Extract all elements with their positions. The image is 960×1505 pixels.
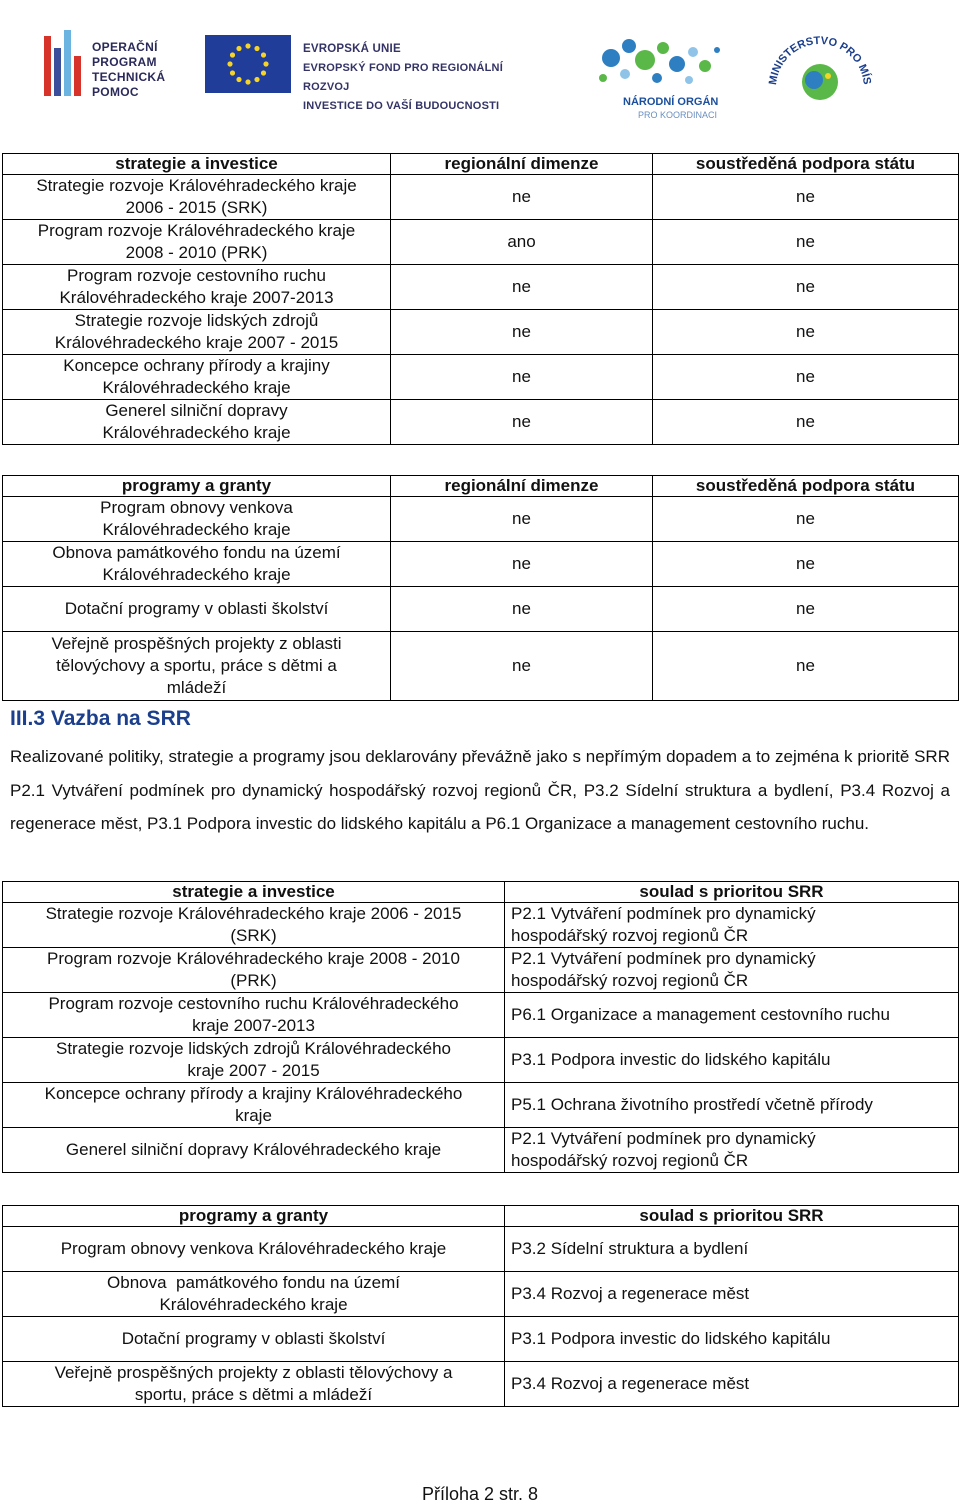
row-name: Dotační programy v oblasti školství (3, 1317, 505, 1362)
optp-logo-text: OPERAČNÍ PROGRAM TECHNICKÁ POMOC (92, 40, 166, 99)
row-priorita: P3.4 Rozvoj a regenerace měst (505, 1362, 959, 1407)
row-dimenze: ne (391, 497, 653, 542)
row-name: Veřejně prospěšných projekty z oblasti tělovýchovy a sportu, práce s dětmi a mládeží (3, 1362, 505, 1407)
section-paragraph: Realizované politiky, strategie a programy jsou deklarovány převážně jako s nepřímým dopadem a to zejména k prioritě SRR P2.1 Vytváření podmínek pro dynamický hospodářský rozvoj regionů ČR, P3.2 Sídelní struktura a bydlení, P3.4 Rozvoj a regenerace měst, P3.1 Podpora investic do lidského kapitálu a P6.1 Organizace a management cestovního ruchu. (10, 747, 950, 833)
eu-line-2: EVROPSKÝ FOND PRO REGIONÁLNÍ ROZVOJ (303, 62, 503, 93)
row-dimenze: ano (391, 220, 653, 265)
row-podpora: ne (653, 310, 959, 355)
optp-logo (40, 18, 190, 108)
row-dimenze: ne (391, 632, 653, 701)
row-name: Program rozvoje cestovního ruchu Královéhradeckého kraje 2007-2013 (3, 993, 505, 1038)
row-dimenze: ne (391, 355, 653, 400)
eu-line-3: INVESTICE DO VAŠÍ BUDOUCNOSTI (303, 100, 500, 112)
row-dimenze: ne (391, 265, 653, 310)
header-cell: soustředěná podpora státu (653, 154, 959, 175)
row-name: Obnova památkového fondu na území Královéhradeckého kraje (3, 1272, 505, 1317)
table-header-row (3, 1206, 959, 1227)
row-name: Program rozvoje cestovního ruchu Královéhradeckého kraje 2007-2013 (3, 265, 391, 310)
table-row (3, 948, 959, 993)
dots-icon (585, 20, 745, 96)
eu-line-1: EVROPSKÁ UNIE (303, 43, 401, 55)
eu-flag-icon (205, 35, 291, 93)
table-row (3, 355, 959, 400)
header-cell: soustředěná podpora státu (653, 476, 959, 497)
row-priorita: P2.1 Vytváření podmínek pro dynamický hospodářský rozvoj regionů ČR (505, 1128, 959, 1173)
narodni-organ-line-2: PRO KOORDINACI (638, 110, 718, 120)
row-podpora: ne (653, 587, 959, 632)
table-row (3, 587, 959, 632)
header-cell: strategie a investice (3, 154, 391, 175)
table-row (3, 903, 959, 948)
row-priorita: P2.1 Vytváření podmínek pro dynamický hospodářský rozvoj regionů ČR (505, 903, 959, 948)
table-row (3, 310, 959, 355)
row-priorita: P6.1 Organizace a management cestovního ruchu (505, 993, 959, 1038)
row-priorita: P3.1 Podpora investic do lidského kapitálu (505, 1317, 959, 1362)
table-strategie-soulad (2, 881, 959, 1173)
table-row (3, 1362, 959, 1407)
row-name: Program obnovy venkova Královéhradeckého kraje (3, 1227, 505, 1272)
table-row (3, 220, 959, 265)
table-header-row (3, 154, 959, 175)
header-cell: programy a granty (3, 476, 391, 497)
row-dimenze: ne (391, 587, 653, 632)
row-name: Strategie rozvoje lidských zdrojů Královéhradeckého kraje 2007 - 2015 (3, 310, 391, 355)
table-row (3, 1083, 959, 1128)
row-dimenze: ne (391, 400, 653, 445)
header-cell: regionální dimenze (391, 154, 653, 175)
row-name: Generel silniční dopravy Královéhradeckého kraje (3, 400, 391, 445)
eu-logo (205, 30, 545, 112)
table-header-row (3, 882, 959, 903)
mmr-logo-text: MINISTERSTVO PRO MÍS (766, 34, 873, 86)
header-logos (0, 0, 960, 130)
row-name: Program obnovy venkova Královéhradeckého kraje (3, 497, 391, 542)
row-podpora: ne (653, 497, 959, 542)
row-name: Dotační programy v oblasti školství (3, 587, 391, 632)
table-programy-dimenze (2, 475, 959, 701)
row-podpora: ne (653, 400, 959, 445)
row-dimenze: ne (391, 542, 653, 587)
row-name: Strategie rozvoje lidských zdrojů Královéhradeckého kraje 2007 - 2015 (3, 1038, 505, 1083)
row-name: Koncepce ochrany přírody a krajiny Královéhradeckého kraje (3, 355, 391, 400)
table-strategie-dimenze (2, 153, 959, 445)
header-cell: strategie a investice (3, 882, 505, 903)
header-cell: soulad s prioritou SRR (505, 1206, 959, 1227)
table-row (3, 1317, 959, 1362)
table-row (3, 632, 959, 701)
table-programy-soulad (2, 1205, 959, 1407)
row-name: Program rozvoje Královéhradeckého kraje 2008 - 2010 (PRK) (3, 948, 505, 993)
row-priorita: P5.1 Ochrana životního prostředí včetně přírody (505, 1083, 959, 1128)
narodni-organ-logo (585, 20, 745, 130)
row-podpora: ne (653, 175, 959, 220)
row-name: Veřejně prospěšných projekty z oblasti tělovýchovy a sportu, práce s dětmi a mládeží (3, 632, 391, 701)
row-name: Strategie rozvoje Královéhradeckého kraje 2006 - 2015 (SRK) (3, 903, 505, 948)
mmr-emblem-icon (762, 28, 877, 113)
table-row (3, 1227, 959, 1272)
table-row (3, 1038, 959, 1083)
header-cell: regionální dimenze (391, 476, 653, 497)
table-row (3, 265, 959, 310)
row-podpora: ne (653, 632, 959, 701)
table-row (3, 542, 959, 587)
table-row (3, 993, 959, 1038)
row-priorita: P3.2 Sídelní struktura a bydlení (505, 1227, 959, 1272)
row-priorita: P3.4 Rozvoj a regenerace měst (505, 1272, 959, 1317)
row-dimenze: ne (391, 175, 653, 220)
table-header-row (3, 476, 959, 497)
table-row (3, 1272, 959, 1317)
optp-bars-icon (40, 26, 90, 106)
header-cell: programy a granty (3, 1206, 505, 1227)
narodni-organ-line-1: NÁRODNÍ ORGÁN (623, 96, 719, 108)
eu-logo-text (303, 40, 545, 116)
row-priorita: P3.1 Podpora investic do lidského kapitálu (505, 1038, 959, 1083)
row-priorita: P2.1 Vytváření podmínek pro dynamický hospodářský rozvoj regionů ČR (505, 948, 959, 993)
row-podpora: ne (653, 542, 959, 587)
mmr-logo (762, 28, 877, 113)
header-cell: soulad s prioritou SRR (505, 882, 959, 903)
row-name: Generel silniční dopravy Královéhradeckého kraje (3, 1128, 505, 1173)
row-podpora: ne (653, 220, 959, 265)
row-podpora: ne (653, 265, 959, 310)
table-row (3, 400, 959, 445)
page-footer: Příloha 2 str. 8 (421, 1484, 539, 1504)
row-name: Koncepce ochrany přírody a krajiny Královéhradeckého kraje (3, 1083, 505, 1128)
table-row (3, 1128, 959, 1173)
row-name: Obnova památkového fondu na území Královéhradeckého kraje (3, 542, 391, 587)
table-row (3, 497, 959, 542)
row-podpora: ne (653, 355, 959, 400)
row-dimenze: ne (391, 310, 653, 355)
row-name: Strategie rozvoje Královéhradeckého kraje 2006 - 2015 (SRK) (3, 175, 391, 220)
section-heading: III.3 Vazba na SRR (10, 707, 191, 730)
table-row (3, 175, 959, 220)
row-name: Program rozvoje Královéhradeckého kraje 2008 - 2010 (PRK) (3, 220, 391, 265)
